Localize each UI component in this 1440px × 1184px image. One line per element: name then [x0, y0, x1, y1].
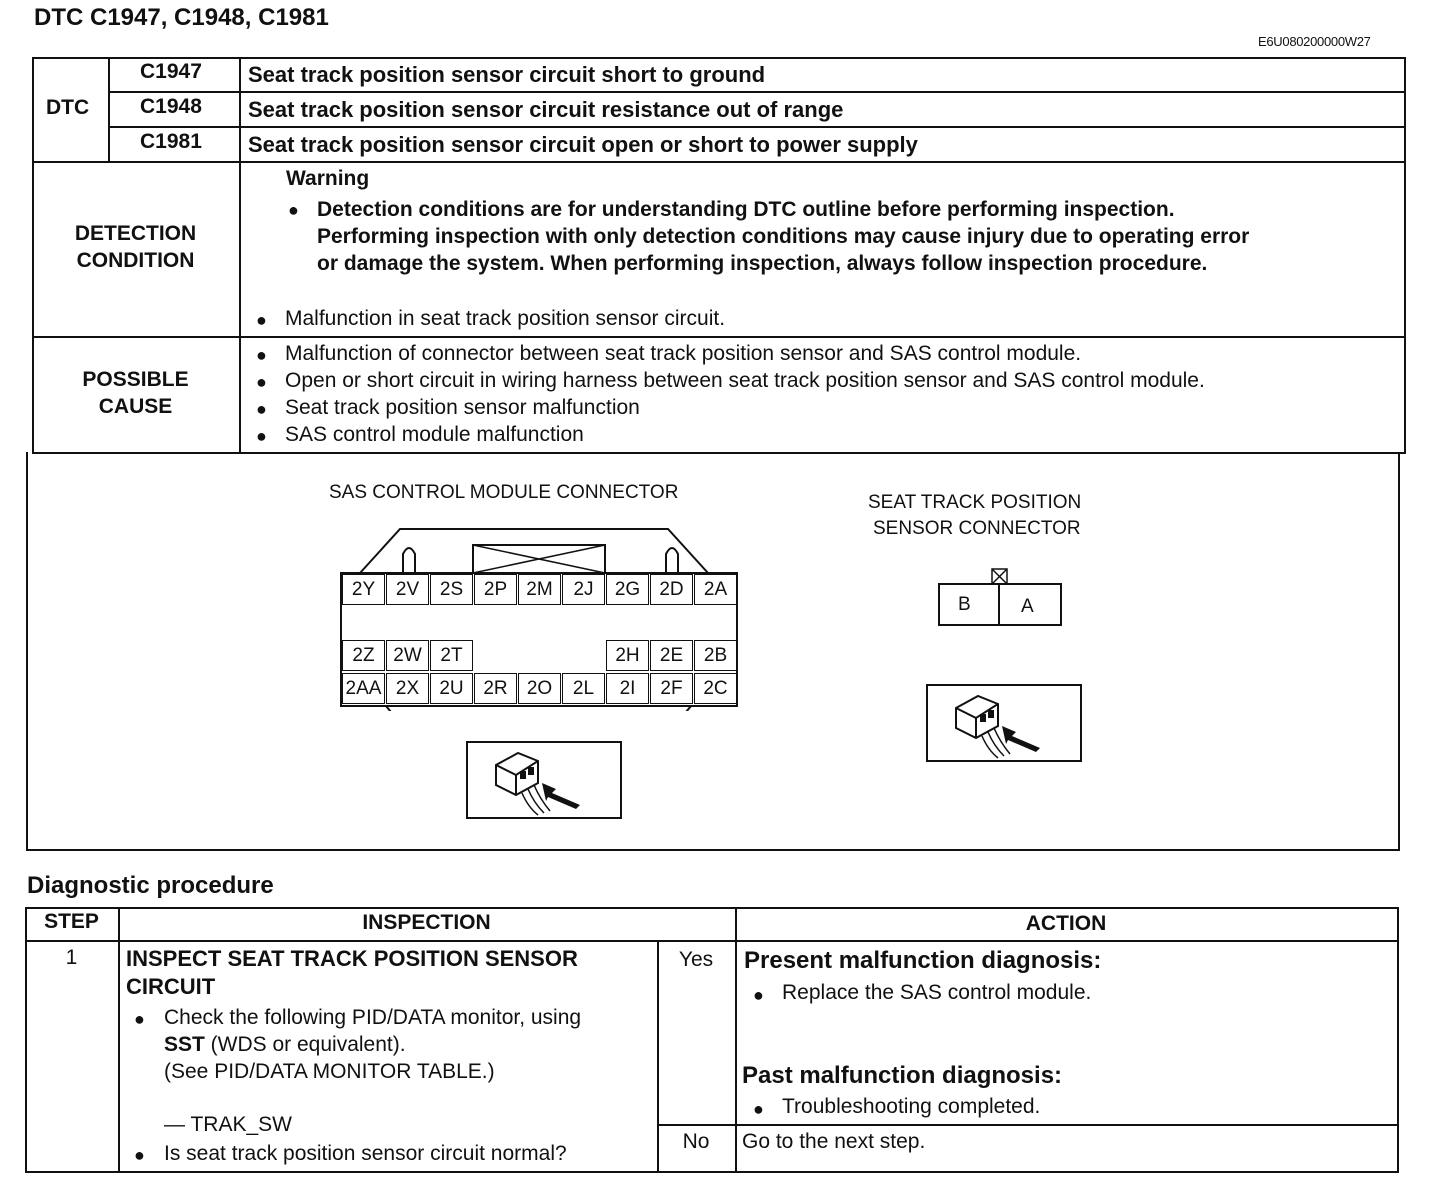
pin-2D: 2D — [650, 574, 693, 605]
past-malfunction-item: Troubleshooting completed. — [782, 1095, 1041, 1118]
pin-2L: 2L — [562, 673, 605, 704]
inspection-check-line1: Check the following PID/DATA monitor, using — [164, 1006, 582, 1029]
pin-2W: 2W — [386, 640, 429, 671]
warning-line-3: or damage the system. When performing inspection, always follow inspection procedure. — [317, 252, 1208, 275]
page-title: DTC C1947, C1948, C1981 — [34, 4, 329, 31]
dtc-code-1: C1947 — [140, 60, 202, 83]
no-action-text: Go to the next step. — [742, 1130, 926, 1153]
warning-title: Warning — [286, 167, 370, 190]
pin-2U: 2U — [430, 673, 473, 704]
dtc-description-1: Seat track position sensor circuit short to ground — [248, 62, 766, 87]
step-number: 1 — [65, 946, 78, 969]
pin-2A: 2A — [694, 574, 737, 605]
seat-pin-B: B — [958, 594, 971, 615]
pin-2I: 2I — [606, 673, 649, 704]
pin-2G: 2G — [606, 574, 649, 605]
seat-connector-outline — [938, 566, 1064, 628]
bullet-icon: ● — [134, 1009, 145, 1029]
cause-item-1: Malfunction of connector between seat track position sensor and SAS control module. — [285, 342, 1082, 365]
bullet-icon: ● — [288, 200, 299, 220]
inspection-title-line2: CIRCUIT — [126, 974, 216, 999]
pin-2C: 2C — [694, 673, 737, 704]
pin-2O: 2O — [518, 673, 561, 704]
column-header-action: ACTION — [1025, 912, 1107, 935]
cause-item-4: SAS control module malfunction — [285, 423, 584, 446]
pin-2X: 2X — [386, 673, 429, 704]
pin-2AA: 2AA — [342, 673, 385, 704]
dtc-code-2: C1948 — [140, 95, 202, 118]
bullet-icon: ● — [134, 1145, 145, 1165]
seat-pin-A: A — [1021, 596, 1034, 617]
cause-item-3: Seat track position sensor malfunction — [285, 396, 640, 419]
pin-2R: 2R — [474, 673, 517, 704]
dtc-description-3: Seat track position sensor circuit open or short to power supply — [248, 132, 918, 157]
cause-item-2: Open or short circuit in wiring harness between seat track position sensor and SAS control module. — [285, 369, 1205, 392]
dtc-description-2: Seat track position sensor circuit resistance out of range — [248, 97, 844, 122]
pin-2S: 2S — [430, 574, 473, 605]
seat-connector-label-line1: SEAT TRACK POSITION — [868, 492, 1082, 513]
detection-condition-text: Malfunction in seat track position sensor circuit. — [285, 307, 726, 330]
past-malfunction-heading: Past malfunction diagnosis: — [742, 1062, 1063, 1089]
pin-2Y: 2Y — [342, 574, 385, 605]
document-id: E6U080200000W27 — [1258, 34, 1371, 49]
pin-2M: 2M — [518, 574, 561, 605]
warning-line-1: Detection conditions are for understanding DTC outline before performing inspection. — [317, 198, 1175, 221]
dtc-label: DTC — [46, 96, 90, 119]
column-header-step: STEP — [44, 910, 99, 933]
bullet-icon: ● — [753, 1099, 764, 1119]
sas-connector-diagram — [340, 526, 740, 711]
answer-no: No — [682, 1130, 710, 1153]
answer-yes: Yes — [678, 948, 714, 971]
pin-2F: 2F — [650, 673, 693, 704]
harness-side-view-icon — [466, 741, 622, 819]
present-malfunction-item: Replace the SAS control module. — [782, 981, 1092, 1004]
warning-line-2: Performing inspection with only detection conditions may cause injury due to operating error — [317, 225, 1250, 248]
possible-cause-label: POSSIBLE CAUSE — [82, 368, 189, 418]
inspection-title-line1: INSPECT SEAT TRACK POSITION SENSOR — [126, 946, 578, 971]
bullet-icon: ● — [256, 426, 267, 446]
seat-connector-diagram — [938, 566, 1064, 628]
sst-label: SST — [164, 1033, 205, 1056]
column-header-inspection: INSPECTION — [362, 911, 491, 934]
bullet-icon: ● — [256, 399, 267, 419]
present-malfunction-heading: Present malfunction diagnosis: — [744, 947, 1102, 974]
pin-2P: 2P — [474, 574, 517, 605]
harness-side-view-icon — [926, 684, 1082, 762]
seat-connector-label-line2: SENSOR CONNECTOR — [873, 518, 1081, 539]
dtc-code-3: C1981 — [140, 130, 202, 153]
pin-2V: 2V — [386, 574, 429, 605]
pin-2J: 2J — [562, 574, 605, 605]
pin-2T: 2T — [430, 640, 473, 671]
bullet-icon: ● — [256, 372, 267, 392]
inspection-question: Is seat track position sensor circuit normal? — [164, 1142, 567, 1165]
bullet-icon: ● — [256, 310, 267, 330]
sas-connector-label: SAS CONTROL MODULE CONNECTOR — [329, 482, 679, 503]
pid-name: — TRAK_SW — [164, 1113, 292, 1136]
section-title: Diagnostic procedure — [27, 872, 274, 899]
pin-2H: 2H — [606, 640, 649, 671]
bullet-icon: ● — [753, 985, 764, 1005]
pin-2E: 2E — [650, 640, 693, 671]
inspection-check-line2: SST (WDS or equivalent). — [164, 1033, 406, 1056]
bullet-icon: ● — [256, 345, 267, 365]
detection-condition-label: DETECTION CONDITION — [74, 222, 197, 272]
pin-2B: 2B — [694, 640, 737, 671]
pin-2Z: 2Z — [342, 640, 385, 671]
inspection-check-line3: (See PID/DATA MONITOR TABLE.) — [164, 1060, 495, 1083]
